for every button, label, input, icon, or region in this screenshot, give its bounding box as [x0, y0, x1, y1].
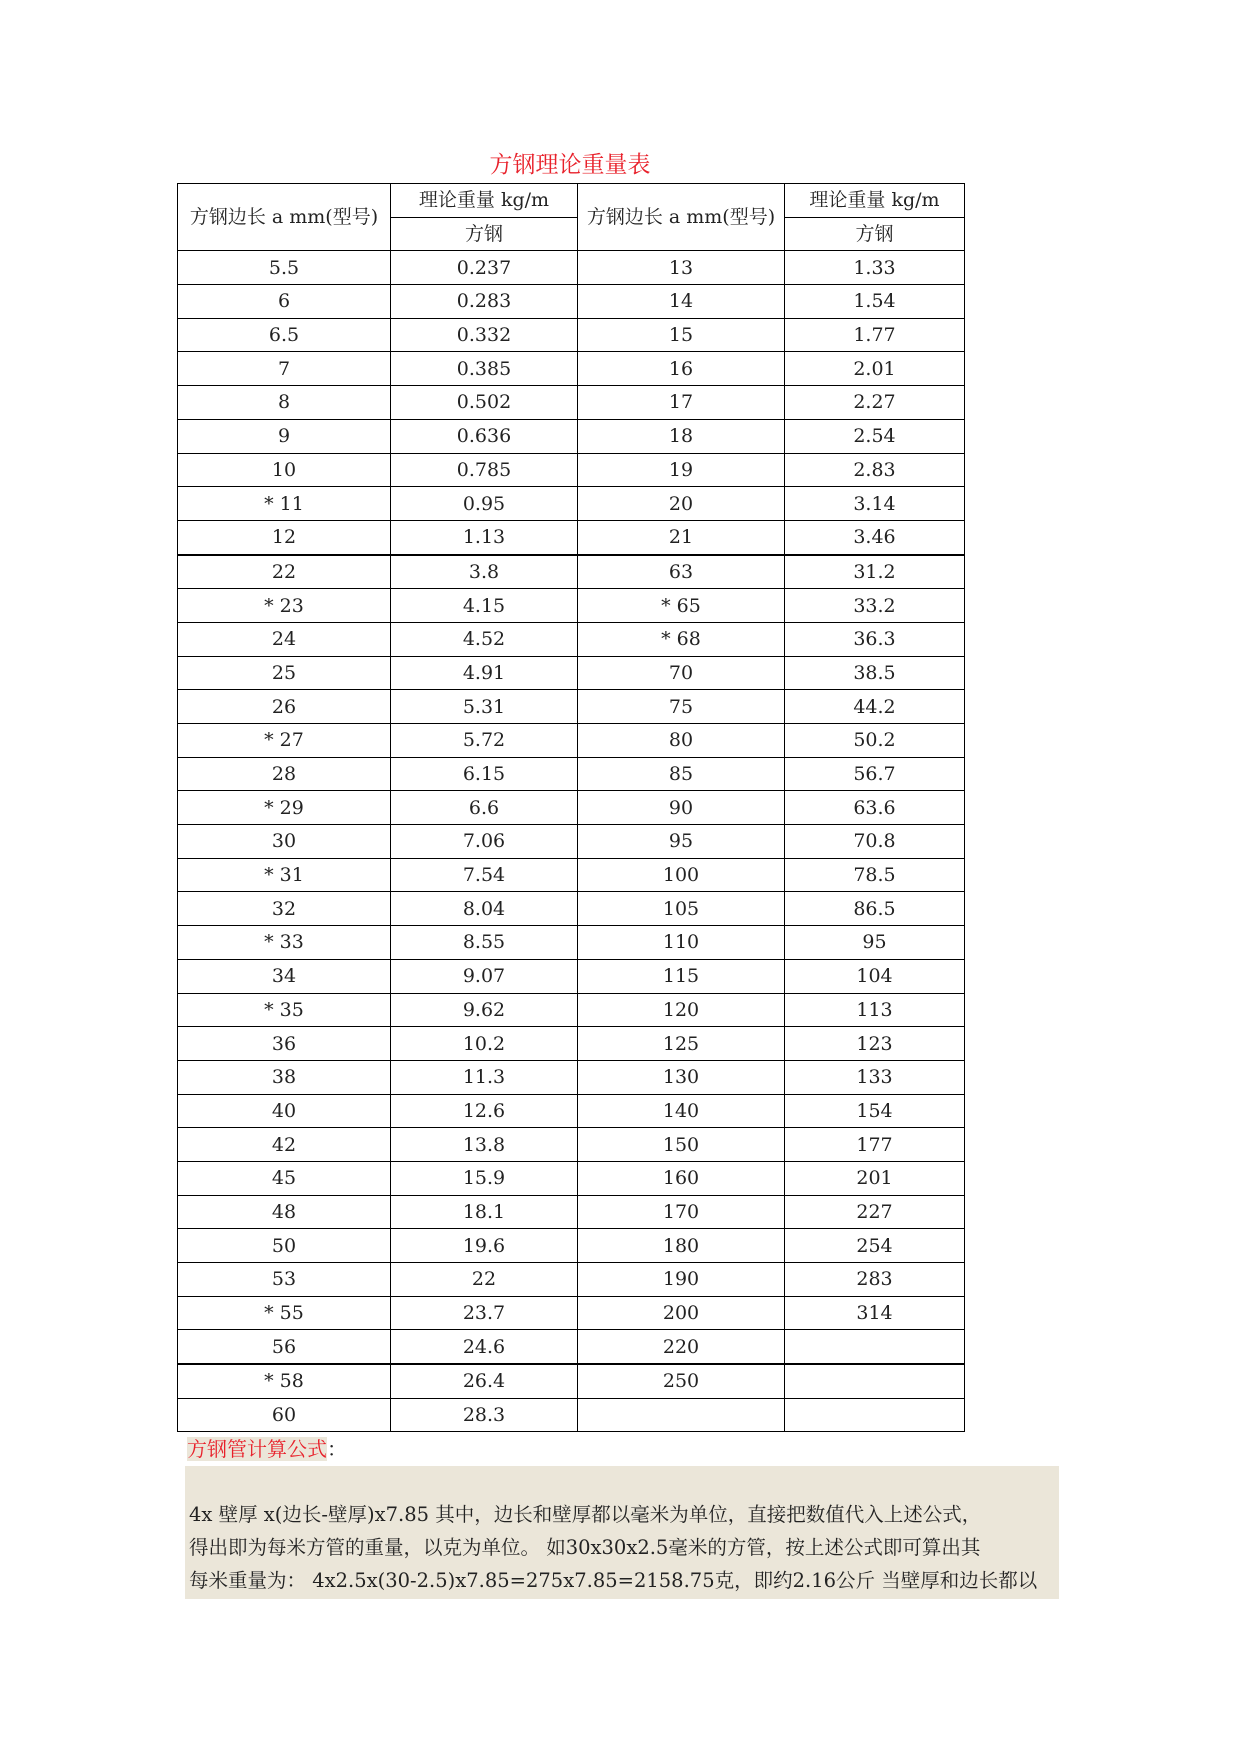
weight-cell: 5.31: [391, 690, 578, 724]
weight-cell: 36.3: [785, 622, 965, 656]
weight-cell: 7.54: [391, 858, 578, 892]
table-row: [178, 993, 965, 1027]
weight-cell: 254: [785, 1229, 965, 1263]
page-title: 方钢理论重量表: [489, 152, 651, 178]
weight-cell: 9.07: [391, 959, 578, 993]
weight-cell: 13.8: [391, 1128, 578, 1162]
side-length-cell: 130: [578, 1060, 785, 1094]
side-length-cell: * 55: [178, 1296, 391, 1330]
side-length-cell: * 27: [178, 724, 391, 758]
table-row: [178, 622, 965, 656]
weight-cell: 3.46: [785, 520, 965, 554]
side-length-cell: 21: [578, 520, 785, 554]
formula-line-2: 得出即为每米方管的重量，以克为单位。 如30x30x2.5毫米的方管，按上述公式即可算出其: [189, 1536, 981, 1559]
side-length-cell: 6: [178, 285, 391, 319]
table-row: [178, 487, 965, 521]
weight-cell: 70.8: [785, 825, 965, 859]
weight-cell: 2.27: [785, 386, 965, 420]
weight-cell: 154: [785, 1094, 965, 1128]
side-length-cell: 220: [578, 1330, 785, 1364]
table-row: [178, 892, 965, 926]
table-row: [178, 1330, 965, 1364]
weight-cell: 104: [785, 959, 965, 993]
header-weight-1: 理论重量 kg/m: [391, 184, 578, 218]
formula-heading: [187, 1432, 347, 1466]
weight-cell: 133: [785, 1060, 965, 1094]
side-length-cell: 24: [178, 622, 391, 656]
header-row-1: [178, 184, 965, 218]
weight-cell: 7.06: [391, 825, 578, 859]
weight-cell: 113: [785, 993, 965, 1027]
table-row: [178, 1296, 965, 1330]
weight-cell: 0.636: [391, 419, 578, 453]
side-length-cell: * 11: [178, 487, 391, 521]
table-row: [178, 285, 965, 319]
side-length-cell: 140: [578, 1094, 785, 1128]
table-row: [178, 858, 965, 892]
side-length-cell: 85: [578, 757, 785, 791]
side-length-cell: 125: [578, 1027, 785, 1061]
weight-cell: 12.6: [391, 1094, 578, 1128]
weight-cell: 86.5: [785, 892, 965, 926]
weight-cell: 0.785: [391, 453, 578, 487]
formula-line-1: 4x 壁厚 x(边长-壁厚)x7.85 其中，边长和壁厚都以毫米为单位，直接把数值代入上述公式，: [189, 1503, 982, 1526]
table-row: [178, 386, 965, 420]
weight-cell: 6.6: [391, 791, 578, 825]
weight-cell: 26.4: [391, 1364, 578, 1398]
weight-cell: 2.01: [785, 352, 965, 386]
side-length-cell: * 65: [578, 589, 785, 623]
side-length-cell: 30: [178, 825, 391, 859]
table-row: [178, 251, 965, 285]
side-length-cell: 40: [178, 1094, 391, 1128]
side-length-cell: 7: [178, 352, 391, 386]
side-length-cell: 13: [578, 251, 785, 285]
weight-cell: 56.7: [785, 757, 965, 791]
side-length-cell: 18: [578, 419, 785, 453]
side-length-cell: * 29: [178, 791, 391, 825]
weight-cell: 10.2: [391, 1027, 578, 1061]
weight-cell: 5.72: [391, 724, 578, 758]
table-row: [178, 1027, 965, 1061]
weight-cell: 44.2: [785, 690, 965, 724]
side-length-cell: 53: [178, 1263, 391, 1297]
weight-cell: 1.33: [785, 251, 965, 285]
weight-cell: 0.283: [391, 285, 578, 319]
header-weight-sub-2: 方钢: [785, 217, 965, 251]
table-row: [178, 555, 965, 589]
header-weight-sub-1: 方钢: [391, 217, 578, 251]
side-length-cell: * 58: [178, 1364, 391, 1398]
side-length-cell: 75: [578, 690, 785, 724]
weight-cell: 4.52: [391, 622, 578, 656]
side-length-cell: 28: [178, 757, 391, 791]
side-length-cell: * 23: [178, 589, 391, 623]
table-row: [178, 1161, 965, 1195]
side-length-cell: 9: [178, 419, 391, 453]
side-length-cell: 22: [178, 555, 391, 589]
side-length-cell: * 68: [578, 622, 785, 656]
weight-cell: 9.62: [391, 993, 578, 1027]
side-length-cell: 5.5: [178, 251, 391, 285]
side-length-cell: 150: [578, 1128, 785, 1162]
side-length-cell: 36: [178, 1027, 391, 1061]
side-length-cell: 10: [178, 453, 391, 487]
weight-cell: 19.6: [391, 1229, 578, 1263]
weight-cell: 18.1: [391, 1195, 578, 1229]
weight-cell: 1.77: [785, 318, 965, 352]
weight-cell: 24.6: [391, 1330, 578, 1364]
weight-cell: 0.95: [391, 487, 578, 521]
weight-cell: 31.2: [785, 555, 965, 589]
weight-cell: 0.502: [391, 386, 578, 420]
weight-cell: 22: [391, 1263, 578, 1297]
weight-cell: 11.3: [391, 1060, 578, 1094]
side-length-cell: 38: [178, 1060, 391, 1094]
weight-cell: 6.15: [391, 757, 578, 791]
weight-cell: 2.54: [785, 419, 965, 453]
weight-cell: 3.14: [785, 487, 965, 521]
side-length-cell: 110: [578, 926, 785, 960]
weight-cell: [785, 1364, 965, 1398]
weight-cell: 4.91: [391, 656, 578, 690]
weight-cell: 2.83: [785, 453, 965, 487]
table-row: [178, 791, 965, 825]
table-row: [178, 959, 965, 993]
table-row: [178, 520, 965, 554]
side-length-cell: 250: [578, 1364, 785, 1398]
side-length-cell: 12: [178, 520, 391, 554]
side-length-cell: 15: [578, 318, 785, 352]
side-length-cell: 80: [578, 724, 785, 758]
weight-cell: 1.54: [785, 285, 965, 319]
side-length-cell: 20: [578, 487, 785, 521]
table-row: [178, 1094, 965, 1128]
side-length-cell: 190: [578, 1263, 785, 1297]
side-length-cell: * 35: [178, 993, 391, 1027]
side-length-cell: 32: [178, 892, 391, 926]
formula-heading-colon: ：: [327, 1437, 347, 1461]
table-row: [178, 1229, 965, 1263]
formula-box: [185, 1466, 1059, 1599]
side-length-cell: 6.5: [178, 318, 391, 352]
table-row: [178, 589, 965, 623]
side-length-cell: * 33: [178, 926, 391, 960]
side-length-cell: 170: [578, 1195, 785, 1229]
side-length-cell: 63: [578, 555, 785, 589]
side-length-cell: 42: [178, 1128, 391, 1162]
weight-cell: 38.5: [785, 656, 965, 690]
side-length-cell: 14: [578, 285, 785, 319]
side-length-cell: 45: [178, 1161, 391, 1195]
table-row: [178, 419, 965, 453]
table-row: [178, 1364, 965, 1398]
table-row: [178, 757, 965, 791]
side-length-cell: 100: [578, 858, 785, 892]
header-side-length-2: 方钢边长 a mm(型号): [578, 184, 785, 251]
table-row: [178, 656, 965, 690]
header-side-length-1: 方钢边长 a mm(型号): [178, 184, 391, 251]
weight-cell: 177: [785, 1128, 965, 1162]
side-length-cell: 8: [178, 386, 391, 420]
side-length-cell: 16: [578, 352, 785, 386]
table-row: [178, 1060, 965, 1094]
weight-cell: 8.55: [391, 926, 578, 960]
weight-cell: 283: [785, 1263, 965, 1297]
weight-cell: [785, 1398, 965, 1432]
side-length-cell: 50: [178, 1229, 391, 1263]
square-steel-weight-table: [177, 183, 965, 1432]
table-row: [178, 453, 965, 487]
weight-cell: 63.6: [785, 791, 965, 825]
side-length-cell: 26: [178, 690, 391, 724]
side-length-cell: 17: [578, 386, 785, 420]
weight-cell: 0.332: [391, 318, 578, 352]
side-length-cell: 95: [578, 825, 785, 859]
weight-cell: 123: [785, 1027, 965, 1061]
weight-cell: 50.2: [785, 724, 965, 758]
weight-cell: 227: [785, 1195, 965, 1229]
side-length-cell: 115: [578, 959, 785, 993]
weight-cell: 314: [785, 1296, 965, 1330]
weight-cell: 0.385: [391, 352, 578, 386]
weight-cell: 201: [785, 1161, 965, 1195]
weight-cell: 33.2: [785, 589, 965, 623]
table-row: [178, 690, 965, 724]
table-row: [178, 825, 965, 859]
side-length-cell: 70: [578, 656, 785, 690]
weight-cell: 28.3: [391, 1398, 578, 1432]
table-row: [178, 1263, 965, 1297]
weight-cell: 0.237: [391, 251, 578, 285]
side-length-cell: [578, 1398, 785, 1432]
weight-cell: 78.5: [785, 858, 965, 892]
formula-paragraph: [189, 1498, 1061, 1597]
side-length-cell: 160: [578, 1161, 785, 1195]
side-length-cell: 34: [178, 959, 391, 993]
side-length-cell: 19: [578, 453, 785, 487]
weight-cell: 23.7: [391, 1296, 578, 1330]
weight-cell: 95: [785, 926, 965, 960]
side-length-cell: 120: [578, 993, 785, 1027]
table-row: [178, 926, 965, 960]
table-row: [178, 1398, 965, 1432]
weight-cell: 8.04: [391, 892, 578, 926]
side-length-cell: 60: [178, 1398, 391, 1432]
side-length-cell: 25: [178, 656, 391, 690]
weight-cell: 1.13: [391, 520, 578, 554]
weight-cell: 3.8: [391, 555, 578, 589]
side-length-cell: 105: [578, 892, 785, 926]
formula-heading-text: 方钢管计算公式: [187, 1437, 327, 1461]
table-row: [178, 1195, 965, 1229]
weight-cell: [785, 1330, 965, 1364]
weight-cell: 4.15: [391, 589, 578, 623]
table-row: [178, 352, 965, 386]
formula-line-3: 每米重量为： 4x2.5x(30-2.5)x7.85=275x7.85=2158.75克，即约2.16公斤 当壁厚和边长都以: [189, 1569, 1038, 1592]
side-length-cell: 90: [578, 791, 785, 825]
side-length-cell: * 31: [178, 858, 391, 892]
side-length-cell: 180: [578, 1229, 785, 1263]
side-length-cell: 56: [178, 1330, 391, 1364]
side-length-cell: 48: [178, 1195, 391, 1229]
table-row: [178, 318, 965, 352]
table-row: [178, 724, 965, 758]
weight-cell: 15.9: [391, 1161, 578, 1195]
header-weight-2: 理论重量 kg/m: [785, 184, 965, 218]
table-row: [178, 1128, 965, 1162]
side-length-cell: 200: [578, 1296, 785, 1330]
